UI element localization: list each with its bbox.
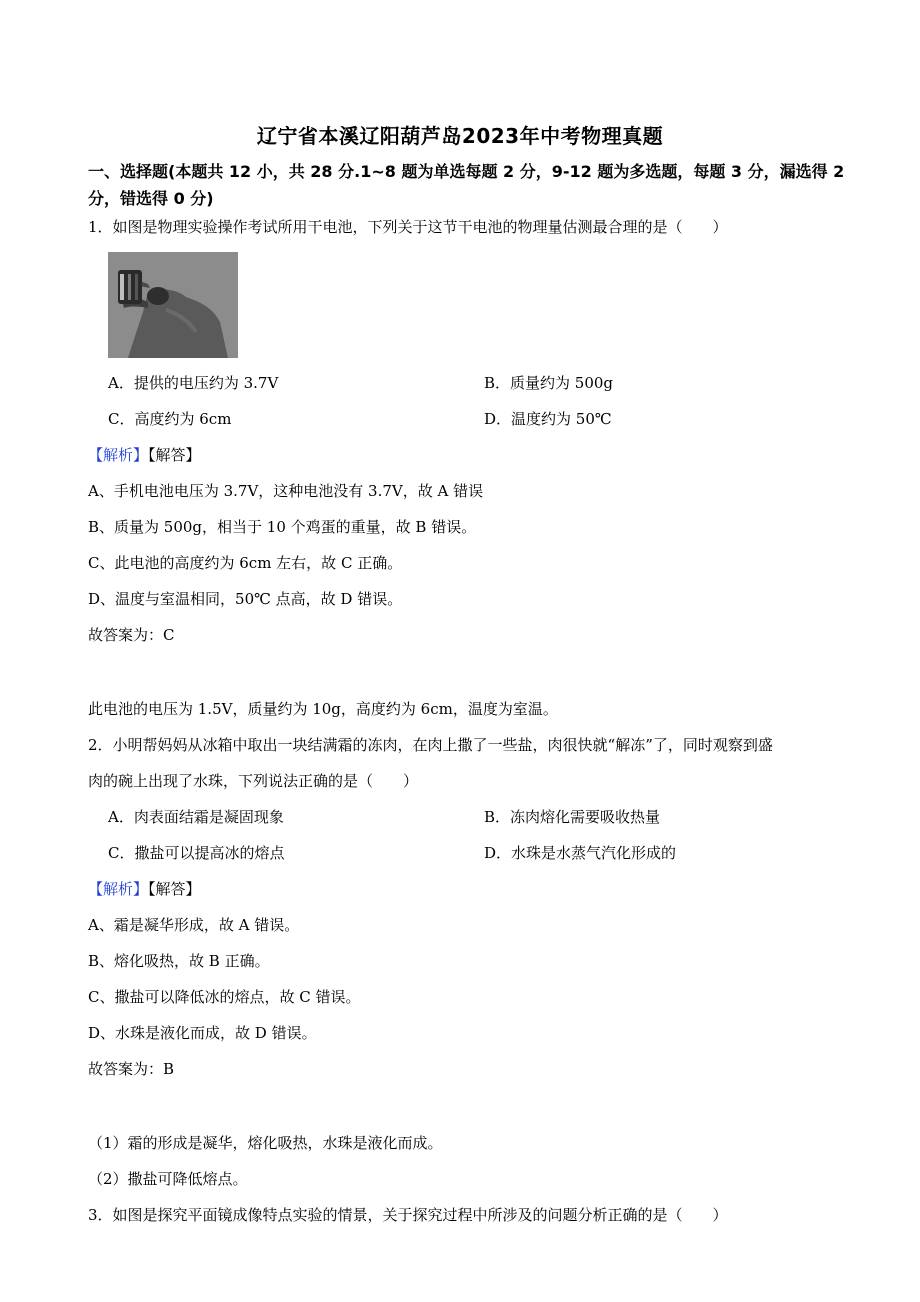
- q1-analysis-label: [88, 445, 201, 465]
- question-2-stem-line1: 2．小明帮妈妈从冰箱中取出一块结满霜的冻肉，在肉上撒了一些盐，肉很快就“解冻”了，同时观察到盛: [88, 736, 773, 754]
- q1-option-a: A．提供的电压约为 3.7V: [108, 374, 279, 392]
- q1-answer: 故答案为：C: [88, 626, 175, 644]
- q2-option-d: D．水珠是水蒸气汽化形成的: [484, 844, 677, 862]
- q2-option-c: C．撒盐可以提高冰的熔点: [108, 844, 285, 862]
- q1-option-d: D．温度约为 50℃: [484, 410, 612, 428]
- q1-option-b: B．质量约为 500g: [484, 374, 614, 392]
- page-title: 辽宁省本溪辽阳葫芦岛2023年中考物理真题: [256, 124, 664, 148]
- answer-tag: 【解答】: [148, 446, 201, 464]
- q2-answer: 故答案为：B: [88, 1060, 175, 1078]
- question-2-stem-line2: 肉的碗上出现了水珠，下列说法正确的是（ ）: [88, 772, 419, 790]
- answer-tag: 【解答】: [148, 880, 201, 898]
- q2-explain-b: B、熔化吸热，故 B 正确。: [88, 952, 270, 970]
- battery-photo: [108, 252, 238, 358]
- analysis-tag: 【解析】: [88, 880, 149, 898]
- q1-note: 此电池的电压为 1.5V，质量约为 10g，高度约为 6cm，温度为室温。: [88, 700, 558, 718]
- question-1-stem: 1．如图是物理实验操作考试所用干电池，下列关于这节干电池的物理量估测最合理的是（ ）: [88, 218, 728, 236]
- q1-option-c: C．高度约为 6cm: [108, 410, 232, 428]
- q1-explain-b: B、质量为 500g，相当于 10 个鸡蛋的重量，故 B 错误。: [88, 518, 477, 536]
- q1-explain-c: C、此电池的高度约为 6cm 左右，故 C 正确。: [88, 554, 403, 572]
- section-heading: 一、选择题(本题共 12 小，共 28 分.1~8 题为单选每题 2 分，9-12 题为多选题，每题 3 分，漏选得 2 分，错选得 0 分): [88, 162, 845, 208]
- q2-note-1: （1）霜的形成是凝华，熔化吸热，水珠是液化而成。: [88, 1134, 443, 1152]
- q2-option-a: A．肉表面结霜是凝固现象: [108, 808, 284, 826]
- q2-option-b: B．冻肉熔化需要吸收热量: [484, 808, 661, 826]
- q1-explain-d: D、温度与室温相同，50℃ 点高，故 D 错误。: [88, 590, 403, 608]
- q2-explain-a: A、霜是凝华形成，故 A 错误。: [88, 916, 300, 934]
- question-3-stem: 3．如图是探究平面镜成像特点实验的情景，关于探究过程中所涉及的问题分析正确的是（ ）: [88, 1206, 728, 1224]
- q2-explain-c: C、撒盐可以降低冰的熔点，故 C 错误。: [88, 988, 361, 1006]
- q2-analysis-label: [88, 879, 201, 899]
- q2-note-2: （2）撒盐可降低熔点。: [88, 1170, 248, 1188]
- q1-explain-a: A、手机电池电压为 3.7V，这种电池没有 3.7V，故 A 错误: [88, 482, 484, 500]
- hand-holding-battery-image: [108, 252, 238, 358]
- analysis-tag: 【解析】: [88, 446, 149, 464]
- q2-explain-d: D、水珠是液化而成，故 D 错误。: [88, 1024, 317, 1042]
